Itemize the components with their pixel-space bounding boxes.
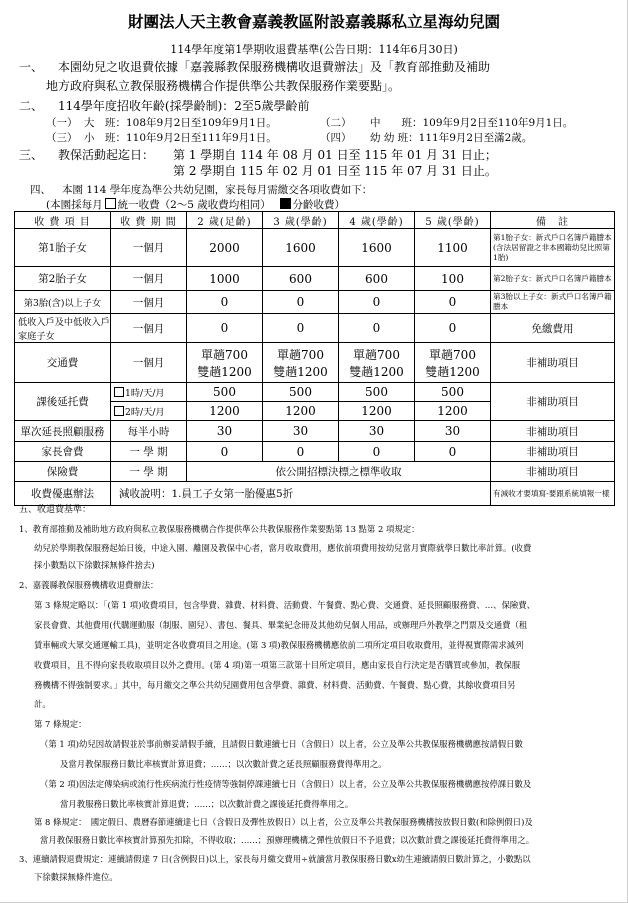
class-4-idx: （四） bbox=[320, 132, 352, 144]
row-value: 1200 bbox=[187, 402, 263, 421]
single-trip: 單趟700 bbox=[353, 347, 400, 362]
table-row bbox=[15, 267, 615, 291]
section1-num: 一、 bbox=[19, 60, 44, 74]
table-row bbox=[15, 343, 615, 383]
table-row bbox=[15, 383, 615, 402]
class-3-idx: （三） bbox=[46, 132, 78, 144]
class-4: 幼 幼 班：111年9月2日至滿2歲。 bbox=[370, 132, 533, 144]
row-value: 500 bbox=[187, 383, 263, 402]
row-period: 每半小時 bbox=[111, 421, 187, 442]
header-age3: 3 歲(學齡) bbox=[263, 212, 339, 229]
table-row bbox=[15, 462, 615, 482]
rule-line: 幼兒於學期教保服務起始日後，中途入園、離園及教保中心者，當月收取費用，應依前項費用按幼兒當月實際就學日數比率計算。(收費 bbox=[34, 543, 532, 553]
section4-text: 本園 114 學年度為準公共幼兒園，家長每月需繳交各項收費如下： bbox=[62, 184, 373, 196]
row-value: 30 bbox=[339, 421, 415, 442]
fee-mode-row bbox=[46, 198, 345, 212]
header-period: 收 費 期 間 bbox=[111, 212, 187, 229]
afterschool-2h-option bbox=[111, 402, 187, 421]
row-item: 收費優惠辦法 bbox=[15, 482, 111, 506]
afterschool-1h-checkbox[interactable] bbox=[114, 387, 124, 397]
row-item: 第1胎子女 bbox=[15, 229, 111, 267]
row-value: 0 bbox=[415, 314, 491, 343]
row-item: 家長會費 bbox=[15, 442, 111, 462]
row-value: 2000 bbox=[187, 229, 263, 267]
section2-text: 114學年度招收年齡(採學齡制)：2至5歲學齡前 bbox=[58, 99, 310, 113]
rule-line: 當月教保服務日數比率核實計算預先扣除，不得收取；……；預辦理機構之彈性放假日不予退費；以次數計費之課後延托費得準用之。 bbox=[40, 835, 535, 845]
section3-line2: 第 2 學期自 115 年 02 月 01 日至 115 年 07 月 31 日止。 bbox=[173, 164, 497, 178]
section3-line1: 第 1 學期自 114 年 08 月 01 日至 115 年 01 月 31 日止； bbox=[173, 148, 497, 162]
row-note: 非補助項目 bbox=[491, 383, 615, 421]
row-period: 一個月 bbox=[111, 343, 187, 383]
header-age4: 4 歲(學齡) bbox=[339, 212, 415, 229]
row-value: 600 bbox=[339, 267, 415, 291]
row-value: 500 bbox=[415, 383, 491, 402]
row-value: 1200 bbox=[263, 402, 339, 421]
rule-line: 第 3 條規定略以：「(第 1 項)收費項目，包含學費、雜費、材料費、活動費、午餐費、點心費、交通費、延長照顧服務費、…、保險費、 bbox=[34, 600, 536, 610]
table-row bbox=[15, 442, 615, 462]
section1-line2: 地方政府與私立教保服務機構合作提供準公共教保服務作業要點」。 bbox=[46, 79, 401, 93]
rule-line: 1、教育部推動及補助地方政府與私立教保服務機構合作提供準公共教保服務作業要點第 13 點第 2 項規定： bbox=[19, 524, 420, 534]
insurance-note: 依公開招標決標之標準收取 bbox=[187, 462, 491, 482]
rule-line: 第 8 條規定： 國定假日、農曆春節連續達七日（含假日及彈性放假日）以上者，公立及準公共教保服務機構按放假日數(和除例假日)及 bbox=[34, 817, 533, 827]
section3-num: 三、 bbox=[19, 148, 44, 162]
row-item: 第2胎子女 bbox=[15, 267, 111, 291]
row-value: 0 bbox=[263, 442, 339, 462]
row-value: 0 bbox=[187, 291, 263, 314]
transport-fee-cell bbox=[415, 343, 491, 383]
class-2-idx: （二） bbox=[320, 117, 352, 129]
row-value: 600 bbox=[263, 267, 339, 291]
row-value: 30 bbox=[187, 421, 263, 442]
row-value: 1600 bbox=[339, 229, 415, 267]
row-value: 0 bbox=[263, 314, 339, 343]
rule-line: 收費項目，且不得向家長收取項目以外之費用。(第 4 項)第一項第三款第十目所定項目，應由家長自行決定是否購買或參加，教保服 bbox=[34, 660, 521, 670]
rule-line: 賃車輛或大眾交通運輸工具)，並明定各收費項目之用途。(第 3 項)教保服務機構應依前二項所定項目收取費用，並得視實際需求減列 bbox=[34, 640, 524, 650]
round-trip: 雙趟1200 bbox=[197, 364, 252, 379]
row-value: 0 bbox=[187, 442, 263, 462]
rule-line: 務機構不得強制要求。」其中，每月繳交之準公共幼兒園費用包含學費、雜費、材料費、活動費、午餐費、點心費，其餘收費項目另 bbox=[34, 680, 516, 690]
row-value: 0 bbox=[415, 291, 491, 314]
rule-line: 下徐數採無條件進位。 bbox=[34, 872, 118, 882]
row-period: 一 學 期 bbox=[111, 462, 187, 482]
table-row bbox=[15, 314, 615, 343]
row-value: 1200 bbox=[339, 402, 415, 421]
row-item: 單次延長照顧服務 bbox=[15, 421, 111, 442]
class-1: 大 班：108年9月2日至109年9月1日。 bbox=[84, 117, 277, 129]
row-value: 0 bbox=[339, 442, 415, 462]
afterschool-1h-label: 1時/天/月 bbox=[125, 388, 165, 399]
single-trip: 單趟700 bbox=[201, 347, 248, 362]
table-row bbox=[15, 291, 615, 314]
transport-fee-cell bbox=[187, 343, 263, 383]
class-3: 小 班：110年9月2日至111年9月1日。 bbox=[84, 132, 277, 144]
row-item: 保險費 bbox=[15, 462, 111, 482]
section1-line1: 本園幼兒之收退費依據「嘉義縣教保服務機構收退費辦法」及「教育部推動及補助 bbox=[58, 60, 491, 74]
row-value: 1600 bbox=[263, 229, 339, 267]
row-value: 30 bbox=[415, 421, 491, 442]
afterschool-1h-option bbox=[111, 383, 187, 402]
transport-fee-cell bbox=[263, 343, 339, 383]
row-note: 第3胎以上子女：新式戶口名簿戶籍謄本 bbox=[491, 291, 615, 314]
row-item: 交通費 bbox=[15, 343, 111, 383]
row-note: 非補助項目 bbox=[491, 421, 615, 442]
age-fee-checkbox[interactable] bbox=[280, 198, 291, 209]
round-trip: 雙趟1200 bbox=[425, 364, 480, 379]
section2-num: 二、 bbox=[19, 99, 44, 113]
rule-line: 及當月教保服務日數比率核實計算退費；……；以次數計費之延長照顧服務費得準用之。 bbox=[60, 759, 387, 769]
row-period: 一個月 bbox=[111, 314, 187, 343]
row-value: 1200 bbox=[415, 402, 491, 421]
row-value: 0 bbox=[339, 291, 415, 314]
header-item: 收 費 項 目 bbox=[15, 212, 111, 229]
table-row bbox=[15, 421, 615, 442]
page-title: 財團法人天主教會嘉義教區附設嘉義縣私立星海幼兒園 bbox=[127, 12, 500, 31]
row-value: 500 bbox=[339, 383, 415, 402]
rule-line: 3、連續請假退費規定：連續請假達 7 日(含例假日)以上，家長每月繳交費用÷就讀當月教保服務日數x幼生連續請假日數計算之，小數點以 bbox=[19, 854, 531, 864]
page-subtitle: 114學年度第1學期收退費基準(公告日期：114年6月30日) bbox=[170, 43, 458, 56]
header-age5: 5 歲(學齡) bbox=[415, 212, 491, 229]
row-note: 免繳費用 bbox=[491, 314, 615, 343]
rule-line: 當月教服務日數比率核實計算退費；……；以次數計費之課後延托費得準用之。 bbox=[60, 799, 354, 809]
row-value: 0 bbox=[263, 291, 339, 314]
row-note: 非補助項目 bbox=[491, 343, 615, 383]
fee-mode-prefix: (本園採每月 bbox=[46, 199, 103, 211]
row-value: 1100 bbox=[415, 229, 491, 267]
rule-line: 採小數點以下徐數採無條件捨去) bbox=[34, 560, 155, 570]
row-value: 1000 bbox=[187, 267, 263, 291]
header-note: 備 註 bbox=[491, 212, 615, 229]
row-period: 一個月 bbox=[111, 229, 187, 267]
section5-title: 五、收退費基準： bbox=[19, 505, 92, 515]
afterschool-2h-checkbox[interactable] bbox=[114, 406, 124, 416]
rule-line: 家長會費、其他費用(代購運動服（制服、園兒）、書包、餐具、畢業紀念冊及其他幼兒個人用品，或辦理戶外教學之門票及交通費（租 bbox=[34, 620, 528, 630]
row-value: 100 bbox=[415, 267, 491, 291]
row-item: 課後延托費 bbox=[15, 383, 111, 421]
row-note: 非補助項目 bbox=[491, 442, 615, 462]
class-1-idx: （一） bbox=[46, 117, 78, 129]
row-period: 一 學 期 bbox=[111, 442, 187, 462]
rule-line: （第 1 項)幼兒因故請假並於事前辦妥請假手續，且請假日數連續七日（含假日）以上者，公立及準公共教保服務機構應按請假日數 bbox=[40, 739, 523, 749]
rule-line: 計。 bbox=[34, 699, 51, 709]
row-value: 0 bbox=[415, 442, 491, 462]
rule-line: 第 7 條規定： bbox=[34, 719, 87, 729]
uniform-fee-label: 統一收費（2～5 歲收費均相同） bbox=[117, 199, 271, 211]
rule-line: 2、嘉義縣教保服務機構收退費辦法： bbox=[19, 580, 159, 590]
uniform-fee-checkbox[interactable] bbox=[105, 198, 116, 209]
row-value: 0 bbox=[339, 314, 415, 343]
row-note: 第1胎子女：新式戶口名簿戶籍謄本(含法居留證之非本國籍幼兒比照第1胎) bbox=[491, 229, 615, 267]
row-value: 0 bbox=[187, 314, 263, 343]
class-2: 中 班：109年9月2日至110年9月1日。 bbox=[370, 117, 574, 129]
afterschool-2h-label: 2時/天/月 bbox=[125, 407, 165, 418]
row-item: 第3胎(含)以上子女 bbox=[15, 291, 111, 314]
row-value: 30 bbox=[263, 421, 339, 442]
row-note: 第2胎子女：新式戶口名簿戶籍謄本 bbox=[491, 267, 615, 291]
row-value: 500 bbox=[263, 383, 339, 402]
row-period: 一個月 bbox=[111, 291, 187, 314]
single-trip: 單趟700 bbox=[429, 347, 476, 362]
single-trip: 單趟700 bbox=[277, 347, 324, 362]
row-period: 一個月 bbox=[111, 267, 187, 291]
table-row bbox=[15, 229, 615, 267]
row-note: 有減收才要填寫-要跟系統填報一樣 bbox=[491, 482, 615, 506]
fee-table bbox=[14, 211, 615, 506]
section4-num: 四、 bbox=[30, 184, 51, 196]
section3-label: 教保活動起迄日： bbox=[58, 148, 155, 162]
row-item: 低收入戶及中低收入戶家庭子女 bbox=[15, 314, 111, 343]
round-trip: 雙趟1200 bbox=[349, 364, 404, 379]
discount-note: 減收說明：1.員工子女第一胎優惠5折 bbox=[111, 482, 491, 506]
row-note: 非補助項目 bbox=[491, 462, 615, 482]
table-row bbox=[15, 482, 615, 506]
header-age2: 2 歲(足齡) bbox=[187, 212, 263, 229]
table-header-row bbox=[15, 212, 615, 229]
transport-fee-cell bbox=[339, 343, 415, 383]
round-trip: 雙趟1200 bbox=[273, 364, 328, 379]
rule-line: （第 2 項)因法定傳染病或流行性疾病流行性疫情等強制停課連續七日（含假日）以上者，公立及準公共教保服務機構應按停課日數及 bbox=[40, 779, 532, 789]
age-fee-label: 分齡收費） bbox=[292, 199, 345, 211]
